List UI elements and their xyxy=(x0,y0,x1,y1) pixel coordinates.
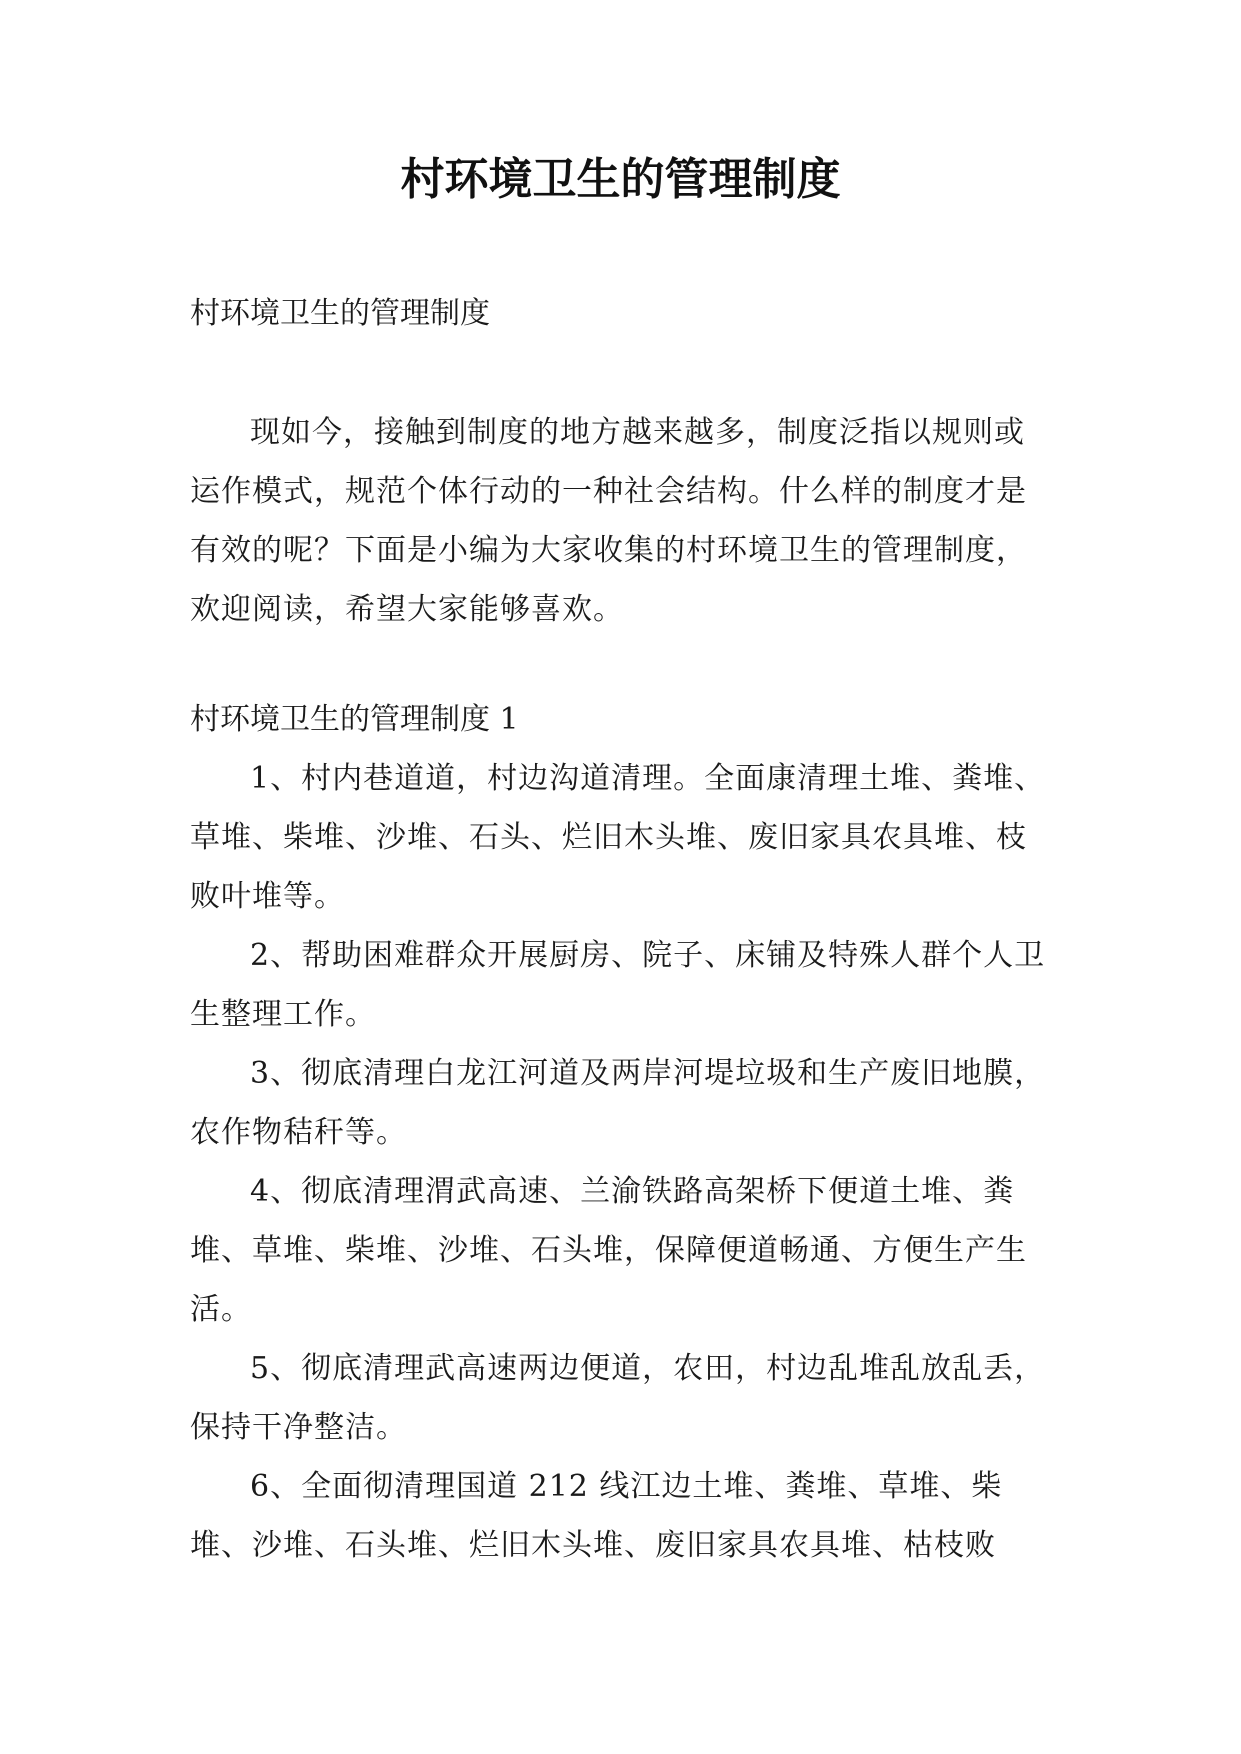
rule-item-2: 2、帮助困难群众开展厨房、院子、床铺及特殊人群个人卫生整理工作。 xyxy=(190,938,1046,1032)
intro-section xyxy=(190,403,1052,639)
rule-item-5: 5、彻底清理武高速两边便道，农田，村边乱堆乱放乱丢，保持干净整洁。 xyxy=(190,1351,1046,1445)
document-title: 村环境卫生的管理制度 xyxy=(400,154,841,205)
document-subtitle: 村环境卫生的管理制度 xyxy=(190,296,490,331)
rule-item-4: 4、彻底清理渭武高速、兰渝铁路高架桥下便道土堆、粪堆、草堆、柴堆、沙堆、石头堆，保障便道畅通、方便生产生活。 xyxy=(190,1174,1027,1327)
intro-paragraph: 现如今，接触到制度的地方越来越多，制度泛指以规则或运作模式，规范个体行动的一种社会结构。什么样的制度才是有效的呢？下面是小编为大家收集的村环境卫生的管理制度，欢迎阅读，希望大家能够喜欢。 xyxy=(190,415,1027,627)
rules-list xyxy=(190,749,1052,1575)
rule-item-1: 1、村内巷道道，村边沟道清理。全面康清理土堆、粪堆、草堆、柴堆、沙堆、石头、烂旧木头堆、废旧家具农具堆、枝败叶堆等。 xyxy=(190,761,1046,914)
section-heading: 村环境卫生的管理制度 1 xyxy=(190,702,519,737)
rule-item-6: 6、全面彻清理国道 212 线江边土堆、粪堆、草堆、柴堆、沙堆、石头堆、烂旧木头堆、废旧家具农具堆、枯枝败 xyxy=(190,1469,1003,1563)
rule-item-3: 3、彻底清理白龙江河道及两岸河堤垃圾和生产废旧地膜，农作物秸秆等。 xyxy=(190,1056,1046,1150)
